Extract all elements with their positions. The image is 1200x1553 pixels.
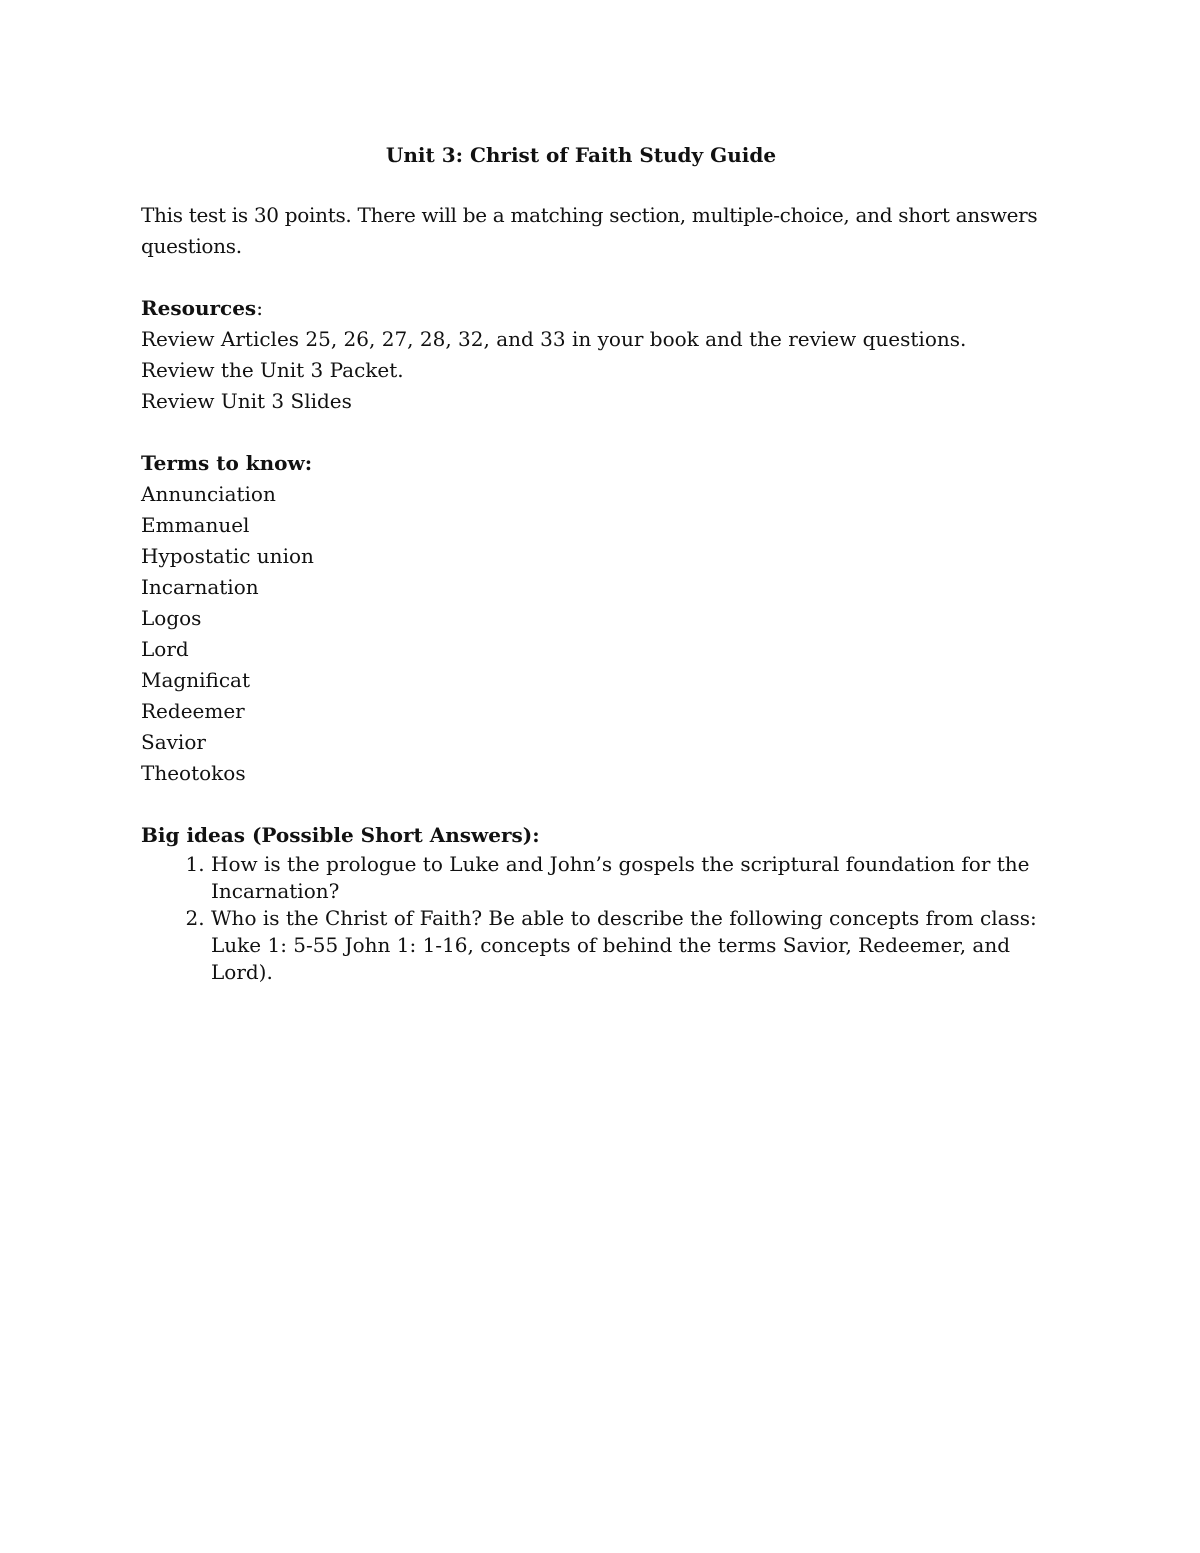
terms-heading: Terms to know:	[141, 451, 313, 475]
term-item: Redeemer	[141, 699, 245, 723]
big-ideas-list	[141, 851, 1061, 986]
big-ideas-section	[141, 820, 1061, 986]
term-item: Magnificat	[141, 668, 250, 692]
term-item: Savior	[141, 730, 206, 754]
terms-section	[141, 448, 1061, 789]
resource-item: Review Articles 25, 26, 27, 28, 32, and 33 in your book and the review questions.	[141, 327, 967, 351]
term-item: Theotokos	[141, 761, 246, 785]
big-idea-item: 1. How is the prologue to Luke and John’s gospels the scriptural foundation for the Incarnation?	[211, 851, 1061, 905]
intro-paragraph: This test is 30 points. There will be a matching section, multiple-choice, and short answers questions.	[141, 203, 1038, 258]
term-item: Annunciation	[141, 482, 276, 506]
resources-heading-colon: :	[256, 296, 263, 320]
resource-item: Review the Unit 3 Packet.	[141, 358, 404, 382]
big-idea-item: 2. Who is the Christ of Faith? Be able to describe the following concepts from class: Luke 1: 5-55 John 1: 1-16, concepts of behind the terms Savior, Redeemer, and Lord).	[211, 905, 1061, 986]
term-item: Hypostatic union	[141, 544, 314, 568]
document-page	[141, 140, 1061, 986]
term-item: Lord	[141, 637, 189, 661]
term-item: Emmanuel	[141, 513, 250, 537]
document-title: Unit 3: Christ of Faith Study Guide	[385, 143, 777, 167]
big-ideas-heading: Big ideas (Possible Short Answers):	[141, 823, 540, 847]
term-item: Logos	[141, 606, 202, 630]
resources-section	[141, 293, 1061, 417]
resource-item: Review Unit 3 Slides	[141, 389, 352, 413]
resources-heading: Resources	[141, 296, 257, 320]
term-item: Incarnation	[141, 575, 259, 599]
